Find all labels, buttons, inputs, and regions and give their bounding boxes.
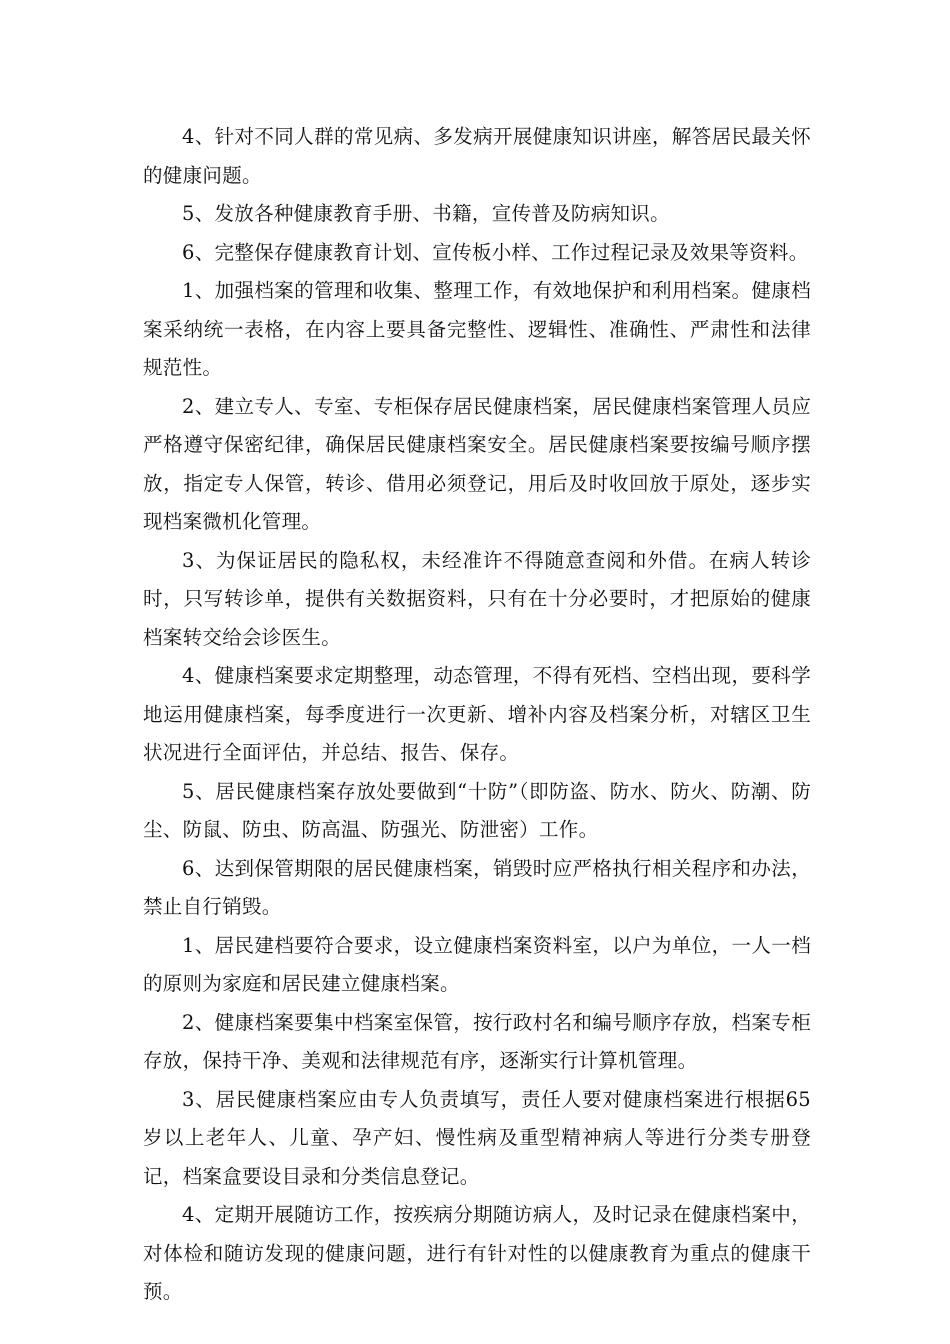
- document-body: [143, 118, 811, 1312]
- paragraph: 4、针对不同人群的常见病、多发病开展健康知识讲座，解答居民最关怀的健康问题。: [143, 125, 811, 187]
- paragraph: 3、为保证居民的隐私权，未经准许不得随意查阅和外借。在病人转诊时，只写转诊单，提供有关数据资料，只有在十分必要时，才把原始的健康档案转交给会诊医生。: [143, 548, 811, 649]
- paragraph: 6、达到保管期限的居民健康档案，销毁时应严格执行相关程序和办法，禁止自行销毁。: [143, 856, 811, 918]
- paragraph: 5、发放各种健康教育手册、书籍，宣传普及防病知识。: [182, 202, 670, 225]
- paragraph: 6、完整保存健康教育计划、宣传板小样、工作过程记录及效果等资料。: [182, 240, 809, 264]
- paragraph: 1、加强档案的管理和收集、整理工作，有效地保护和利用档案。健康档案采纳统一表格，在内容上要具备完整性、逻辑性、准确性、严肃性和法律规范性。: [143, 279, 811, 379]
- paragraph: 1、居民建档要符合要求，设立健康档案资料室，以户为单位，一人一档的原则为家庭和居民建立健康档案。: [143, 933, 811, 995]
- paragraph: 5、居民健康档案存放处要做到“十防”（即防盗、防水、防火、防潮、防尘、防鼠、防虫、防高温、防强光、防泄密）工作。: [143, 779, 811, 841]
- paragraph: 2、健康档案要集中档案室保管，按行政村名和编号顺序存放，档案专柜存放，保持干净、美观和法律规范有序，逐渐实行计算机管理。: [143, 1010, 811, 1072]
- paragraph: 3、居民健康档案应由专人负责填写，责任人要对健康档案进行根据65岁以上老年人、儿童、孕产妇、慢性病及重型精神病人等进行分类专册登记，档案盒要设目录和分类信息登记。: [143, 1087, 811, 1188]
- paragraph: 2、建立专人、专室、专柜保存居民健康档案，居民健康档案管理人员应严格遵守保密纪律，确保居民健康档案安全。居民健康档案要按编号顺序摆放，指定专人保管，转诊、借用必须登记，用后及时收回放于原处，逐步实现档案微机化管理。: [143, 394, 811, 533]
- paragraph: 4、健康档案要求定期整理，动态管理，不得有死档、空档出现，要科学地运用健康档案，每季度进行一次更新、增补内容及档案分析，对辖区卫生状况进行全面评估，并总结、报告、保存。: [143, 664, 811, 764]
- paragraph: 4、定期开展随访工作，按疾病分期随访病人，及时记录在健康档案中，对体检和随访发现的健康问题，进行有针对性的以健康教育为重点的健康干预。: [143, 1203, 811, 1303]
